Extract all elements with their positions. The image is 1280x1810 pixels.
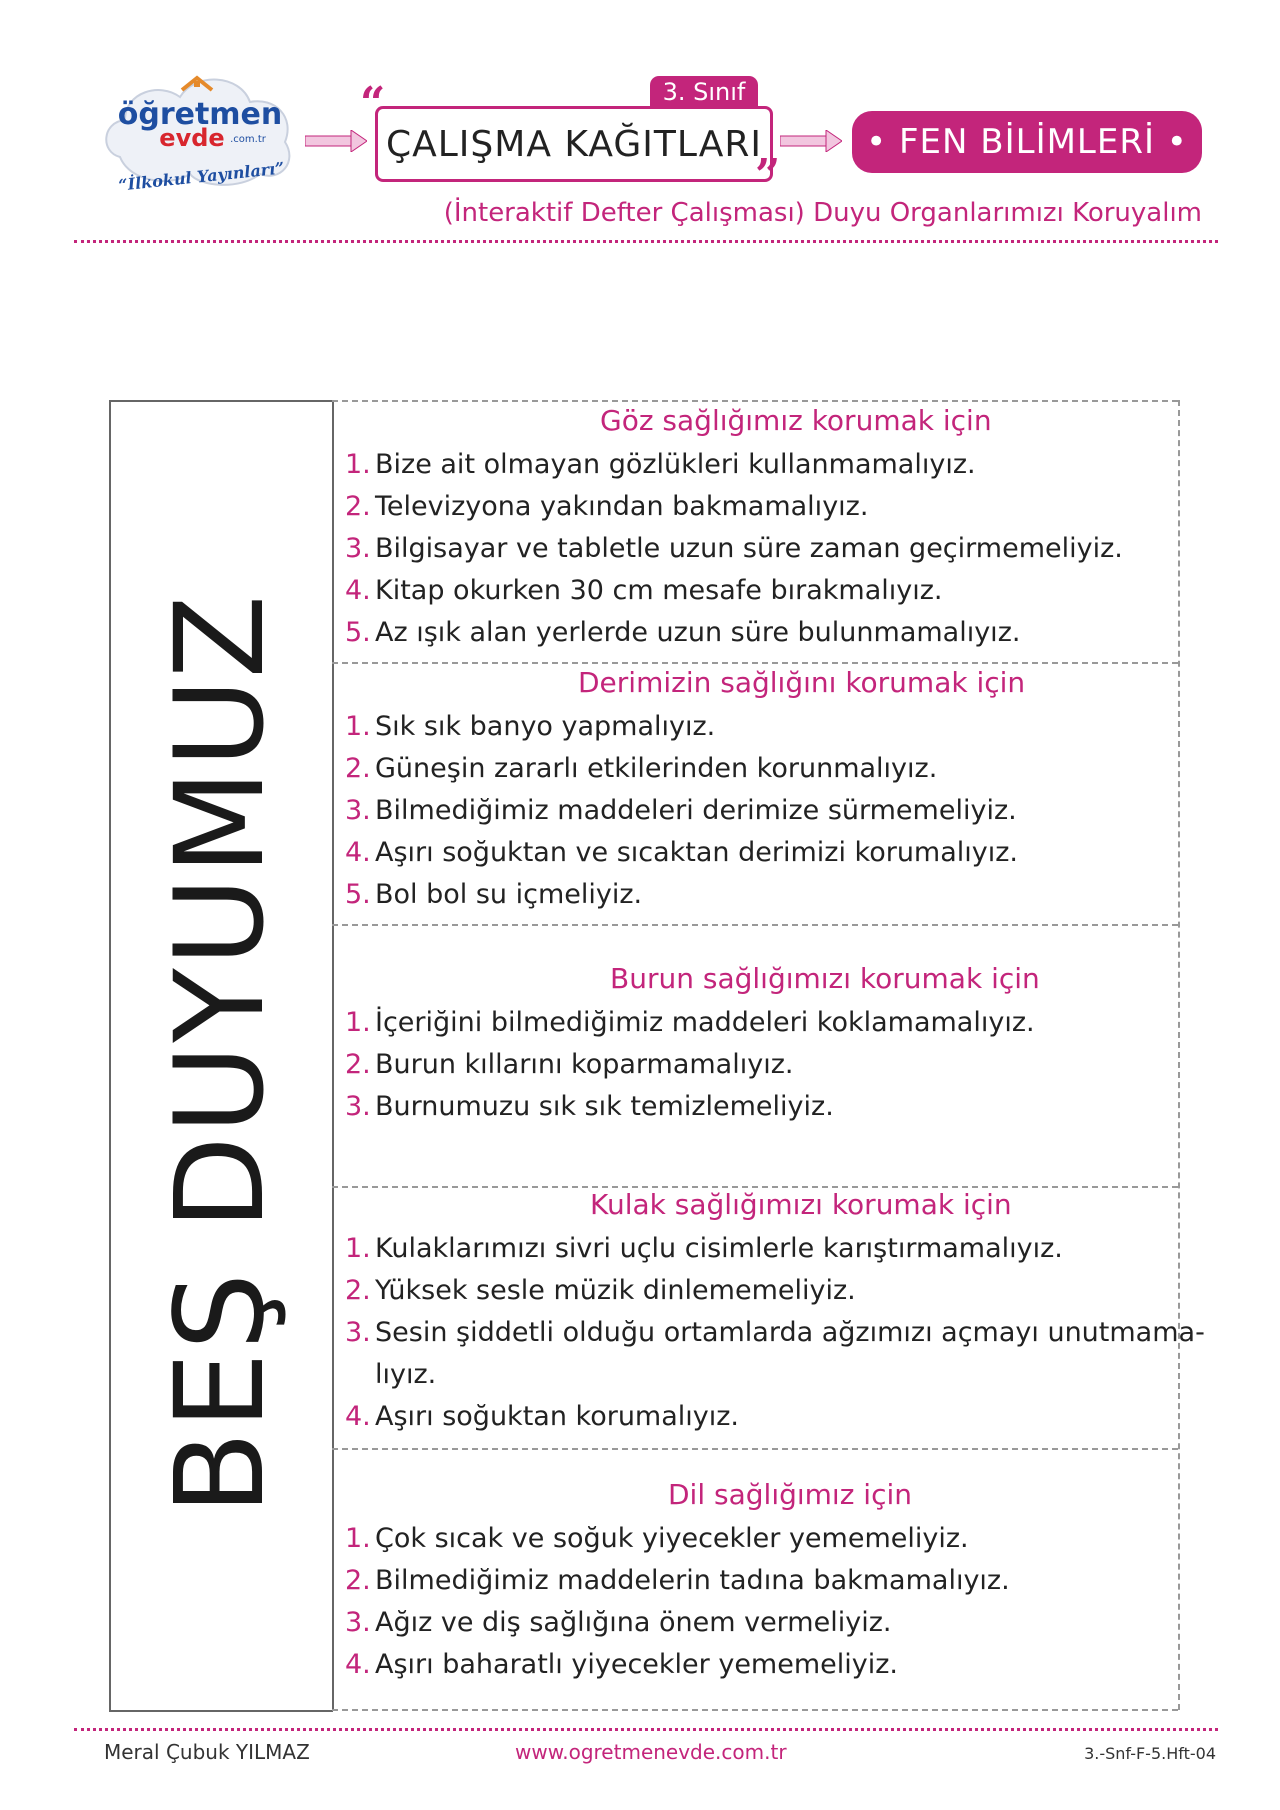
- section-divider: [332, 400, 1178, 402]
- list-item: 3. Bilgisayar ve tabletle uzun süre zaman geçirmemeliyiz.: [345, 533, 1123, 564]
- logo-domain: .com.tr: [230, 134, 266, 145]
- list-item: 2. Güneşin zararlı etkilerinden korunmalıyız.: [345, 753, 938, 784]
- list-item: 3. Bilmediğimiz maddeleri derimize sürmemeliyiz.: [345, 795, 1017, 826]
- list-item: 2. Yüksek sesle müzik dinlememeliyiz.: [345, 1275, 856, 1306]
- footer-divider: [74, 1728, 1218, 1731]
- list-item: 1. İçeriğini bilmediğimiz maddeleri koklamamalıyız.: [345, 1007, 1035, 1038]
- ogretmenevde-logo: [100, 62, 300, 212]
- logo-tagline: “İlkokul Yayınları”: [117, 158, 286, 195]
- quote-close-icon: ”: [755, 150, 781, 201]
- list-item: 2. Televizyona yakından bakmamalıyız.: [345, 491, 869, 522]
- list-item: 1. Sık sık banyo yapmalıyız.: [345, 711, 716, 742]
- list-item-continuation: lıyız.: [375, 1359, 437, 1390]
- section-title-eye: Göz sağlığımız korumak için: [600, 404, 992, 437]
- list-item: 5. Bol bol su içmeliyiz.: [345, 879, 643, 910]
- section-title-tongue: Dil sağlığımız için: [668, 1478, 913, 1511]
- website-link[interactable]: www.ogretmenevde.com.tr: [515, 1740, 787, 1764]
- logo-main: öğretmen: [117, 97, 283, 132]
- header-divider: [74, 240, 1218, 243]
- column-divider: [332, 400, 334, 1710]
- list-item: 1. Çok sıcak ve soğuk yiyecekler yememeliyiz.: [345, 1523, 969, 1554]
- section-divider: [332, 1448, 1178, 1450]
- list-item: 3. Ağız ve diş sağlığına önem vermeliyiz.: [345, 1607, 892, 1638]
- worksheet-code: 3.-Snf-F-5.Hft-04: [1084, 1744, 1216, 1763]
- right-border: [1178, 400, 1180, 1710]
- list-item: 1. Kulaklarımızı sivri uçlu cisimlerle karıştırmamalıyız.: [345, 1233, 1063, 1264]
- list-item: 4. Aşırı soğuktan korumalıyız.: [345, 1401, 740, 1432]
- list-item: 3. Sesin şiddetli olduğu ortamlarda ağzımızı açmayı unutmama-: [345, 1317, 1205, 1348]
- section-title-ear: Kulak sağlığımızı korumak için: [590, 1188, 1012, 1221]
- list-item: 3. Burnumuzu sık sık temizlemeliyiz.: [345, 1091, 834, 1122]
- arrow-icon: [305, 130, 367, 152]
- section-title-skin: Derimizin sağlığını korumak için: [578, 666, 1026, 699]
- list-item: 2. Burun kıllarını koparmamalıyız.: [345, 1049, 794, 1080]
- section-divider: [332, 924, 1178, 926]
- arrow-icon: [780, 130, 842, 152]
- worksheet-title-box: [375, 106, 773, 182]
- quote-open-icon: “: [360, 78, 386, 129]
- list-item: 5. Az ışık alan yerlerde uzun süre bulunmamalıyız.: [345, 617, 1021, 648]
- section-title-nose: Burun sağlığımızı korumak için: [610, 962, 1040, 995]
- worksheet-title: ÇALIŞMA KAĞITLARI: [385, 123, 763, 165]
- list-item: 4. Aşırı baharatlı yiyecekler yememeliyiz.: [345, 1649, 898, 1680]
- list-item: 4. Kitap okurken 30 cm mesafe bırakmalıyız.: [345, 575, 943, 606]
- section-divider: [332, 1709, 1178, 1711]
- author-name: Meral Çubuk YILMAZ: [104, 1740, 310, 1764]
- class-label: 3. Sınıf: [650, 76, 758, 106]
- page-subtitle: (İnteraktif Defter Çalışması) Duyu Organlarımızı Koruyalım: [443, 198, 1202, 228]
- list-item: 1. Bize ait olmayan gözlükleri kullanmamalıyız.: [345, 449, 976, 480]
- list-item: 4. Aşırı soğuktan ve sıcaktan derimizi korumalıyız.: [345, 837, 1019, 868]
- logo-sub: evde: [159, 124, 225, 152]
- subject-badge: • FEN BİLİMLERİ •: [852, 111, 1202, 173]
- vertical-title: BEŞ DUYUMUZ: [149, 592, 291, 1516]
- list-item: 2. Bilmediğimiz maddelerin tadına bakmamalıyız.: [345, 1565, 1010, 1596]
- section-divider: [332, 662, 1178, 664]
